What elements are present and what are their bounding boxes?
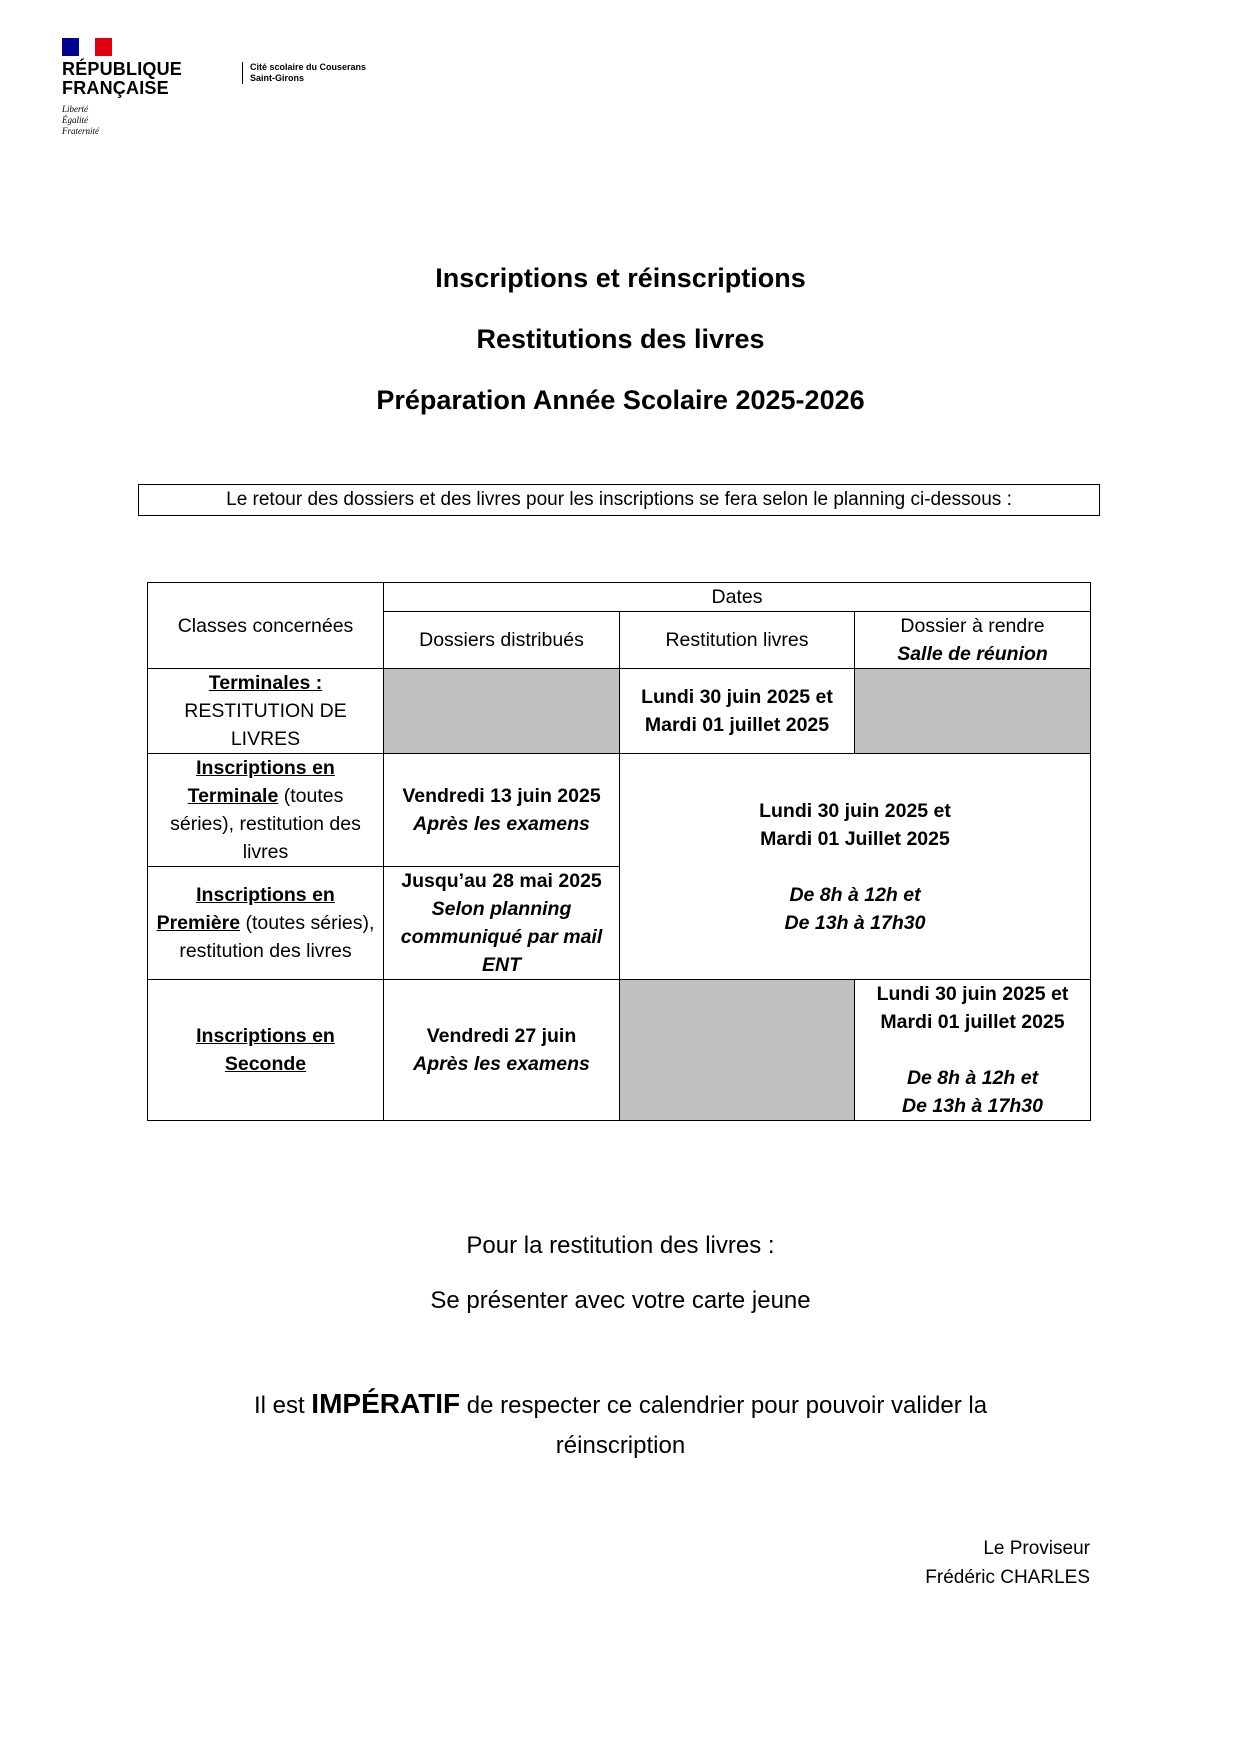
signature	[925, 1534, 1090, 1592]
motto-fraternite: Fraternité	[62, 126, 99, 136]
terminales-restitution-line-1: Lundi 30 juin 2025 et	[641, 686, 833, 708]
premiere-label: Première	[156, 912, 241, 934]
row-inscriptions-premiere-dossiers	[384, 867, 620, 980]
restitution-de-livres-label: RESTITUTION DE LIVRES	[184, 700, 347, 750]
school-name-line-1: Cité scolaire du Couserans	[250, 62, 367, 72]
title-restitutions: Restitutions des livres	[476, 324, 765, 354]
terminale-label: Terminale	[187, 785, 279, 807]
row-inscriptions-premiere-class	[148, 867, 384, 980]
motto-egalite: Égalité	[62, 115, 88, 125]
imperatif-post: de respecter ce calendrier pour pouvoir valider la réinscription	[460, 1392, 988, 1459]
terminale-dossiers-date: Vendredi 13 juin 2025	[402, 785, 601, 807]
seconde-hours-morning: De 8h à 12h et	[906, 1067, 1039, 1089]
premiere-dossiers-date: Jusqu’au 28 mai 2025	[401, 870, 602, 892]
terminale-details: (toutes séries), restitution des livres	[170, 785, 361, 863]
signature-name: Frédéric CHARLES	[925, 1567, 1090, 1588]
row-seconde-restitution-empty	[620, 980, 855, 1121]
terminale-dossiers-note: Après les examens	[413, 813, 590, 835]
motto	[62, 104, 202, 137]
rf-line-1: RÉPUBLIQUE	[62, 59, 183, 79]
row-inscriptions-seconde-class	[148, 980, 384, 1121]
planning-table	[147, 582, 1091, 1121]
inscriptions-en-label: Inscriptions en	[196, 757, 335, 779]
row-inscriptions-terminale-class	[148, 754, 384, 867]
inscriptions-en-label: Inscriptions en	[196, 1025, 335, 1047]
rf-line-2: FRANÇAISE	[62, 78, 169, 98]
restitution-instructions	[0, 1218, 1241, 1328]
imperatif-notice	[200, 1384, 1041, 1466]
row-terminales-class	[148, 669, 384, 754]
merged-hours-morning: De 8h à 12h et	[789, 883, 921, 906]
inscriptions-en-label: Inscriptions en	[196, 884, 335, 906]
header-classes: Classes concernées	[148, 583, 384, 669]
marianne-flag-icon	[62, 38, 112, 56]
imperatif-word: IMPÉRATIF	[311, 1388, 461, 1419]
header-dossier-a-rendre-label: Dossier à rendre	[900, 615, 1045, 637]
seconde-dossiers-note: Après les examens	[413, 1053, 590, 1075]
seconde-hours-afternoon: De 13h à 17h30	[902, 1095, 1043, 1117]
title-inscriptions: Inscriptions et réinscriptions	[435, 263, 806, 293]
motto-liberte: Liberté	[62, 104, 88, 114]
seconde-rendre-line-2: Mardi 01 juillet 2025	[880, 1011, 1065, 1033]
republique-francaise-logo	[62, 38, 202, 137]
header-restitution-livres: Restitution livres	[620, 612, 855, 669]
school-name-line-2: Saint-Girons	[250, 73, 305, 83]
seconde-label: Seconde	[224, 1053, 307, 1075]
merged-hours-afternoon: De 13h à 17h30	[784, 911, 926, 934]
merged-line-2: Mardi 01 Juillet 2025	[760, 827, 950, 850]
restitution-instructions-line-2: Se présenter avec votre carte jeune	[430, 1287, 811, 1314]
merged-line-1: Lundi 30 juin 2025 et	[759, 799, 951, 822]
header-dossiers-distribues: Dossiers distribués	[384, 612, 620, 669]
row-inscriptions-seconde-rendre	[855, 980, 1091, 1121]
premiere-dossiers-note: Selon planning communiqué par mail ENT	[400, 898, 603, 976]
row-inscriptions-seconde-dossiers	[384, 980, 620, 1121]
row-terminales-dossiers-empty	[384, 669, 620, 754]
document-titles	[0, 258, 1241, 441]
row-inscriptions-terminale-dossiers	[384, 754, 620, 867]
title-annee-scolaire: Préparation Année Scolaire 2025-2026	[376, 385, 865, 415]
restitution-instructions-line-1: Pour la restitution des livres :	[466, 1232, 775, 1259]
imperatif-pre: Il est	[253, 1392, 312, 1419]
terminales-restitution-line-2: Mardi 01 juillet 2025	[644, 714, 830, 736]
notice-box: Le retour des dossiers et des livres pour les inscriptions se fera selon le planning ci-dessous :	[138, 484, 1100, 516]
seconde-dossiers-date: Vendredi 27 juin	[426, 1025, 577, 1047]
row-terminales-restitution	[620, 669, 855, 754]
row-terminales-rendre-empty	[855, 669, 1091, 754]
school-name	[242, 62, 366, 84]
header-dates: Dates	[384, 583, 1091, 612]
signature-title: Le Proviseur	[983, 1538, 1090, 1559]
premiere-details: (toutes séries), restitution des livres	[179, 912, 375, 962]
terminales-label: Terminales :	[208, 672, 323, 694]
merged-dates-terminale-premiere	[620, 754, 1091, 980]
seconde-rendre-line-1: Lundi 30 juin 2025 et	[876, 983, 1069, 1005]
header-salle-de-reunion: Salle de réunion	[897, 643, 1048, 665]
header-dossier-a-rendre	[855, 612, 1091, 669]
